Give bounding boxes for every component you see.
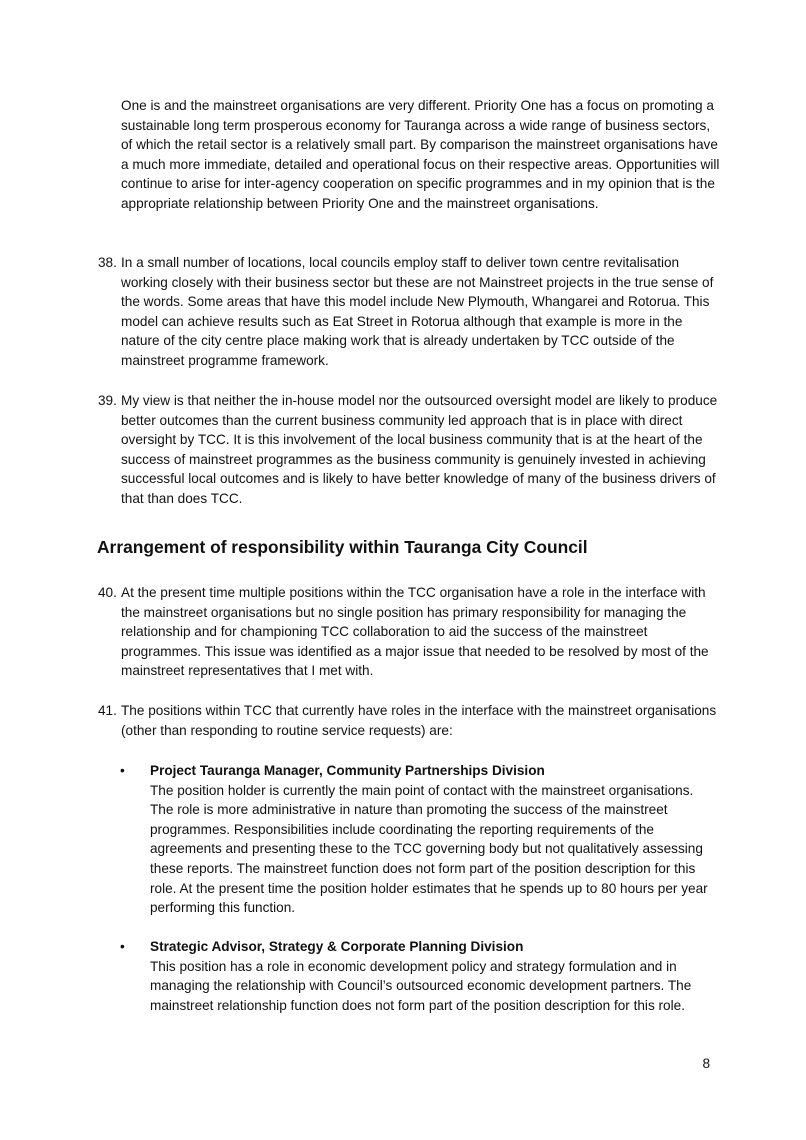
paragraph-number: 38.: [98, 255, 117, 270]
bullet-item-project-tauranga-manager: [120, 761, 720, 918]
page-number: 8: [702, 1056, 710, 1071]
paragraph-40: [98, 583, 718, 681]
paragraph-38: [98, 253, 718, 371]
bullet-icon: •: [120, 763, 125, 778]
continued-paragraph: [121, 96, 721, 214]
paragraph-text: At the present time multiple positions within the TCC organisation have a role in the interface with the mainstreet organisations but no single position has primary responsibility for managing the relationship and for championing TCC collaboration to aid the success of the mainstreet programmes. This issue was identified as a major issue that needed to be resolved by most of the mainstreet representatives that I met with.: [121, 585, 709, 679]
bullet-text: This position has a role in economic development policy and strategy formulation and in managing the relationship with Council’s outsourced economic development partners. The mainstreet relationship function does not form part of the position description for this role.: [150, 958, 692, 1013]
bullet-title: Project Tauranga Manager, Community Partnerships Division: [150, 763, 545, 778]
bullet-item-strategic-advisor: [120, 937, 720, 1015]
section-heading: Arrangement of responsibility within Tauranga City Council: [97, 537, 588, 557]
paragraph-number: 39.: [98, 393, 117, 408]
bullet-title: Strategic Advisor, Strategy & Corporate Planning Division: [150, 939, 524, 954]
paragraph-number: 40.: [98, 585, 117, 600]
paragraph-39: [98, 391, 718, 509]
bullet-text: The position holder is currently the main point of contact with the mainstreet organisations. The role is more administrative in nature than promoting the success of the mainstreet programmes. Responsibilities include coordinating the reporting requirements of the agreements and presenting these to the TCC governing body but not qualitatively assessing these reports. The mainstreet function does not form part of the position description for this role. At the present time the position holder estimates that he spends up to 80 hours per year performing this function.: [150, 782, 708, 916]
continued-paragraph-text: One is and the mainstreet organisations are very different. Priority One has a focus on promoting a sustainable long term prosperous economy for Tauranga across a wide range of business sectors, of which the retail sector is a relatively small part. By comparison the mainstreet organisations have a much more immediate, detailed and operational focus on their respective areas. Opportunities will continue to arise for inter-agency cooperation on specific programmes and in my opinion that is the appropriate relationship between Priority One and the mainstreet organisations.: [121, 98, 720, 211]
paragraph-text: In a small number of locations, local councils employ staff to deliver town centre revitalisation working closely with their business sector but these are not Mainstreet projects in the true sense of the words. Some areas that have this model include New Plymouth, Whangarei and Rotorua. This model can achieve results such as Eat Street in Rotorua although that example is more in the nature of the city centre place making work that is already undertaken by TCC outside of the mainstreet programme framework.: [121, 255, 714, 368]
paragraph-text: The positions within TCC that currently have roles in the interface with the mainstreet organisations (other than responding to routine service requests) are:: [121, 703, 717, 738]
paragraph-number: 41.: [98, 703, 117, 718]
paragraph-text: My view is that neither the in-house model nor the outsourced oversight model are likely to produce better outcomes than the current business community led approach that is in place with direct oversight by TCC. It is this involvement of the local business community that is at the heart of the success of mainstreet programmes as the business community is genuinely invested in achieving successful local outcomes and is likely to have better knowledge of many of the business drivers of that than does TCC.: [121, 393, 718, 506]
paragraph-41: [98, 701, 718, 740]
bullet-icon: •: [120, 939, 125, 954]
